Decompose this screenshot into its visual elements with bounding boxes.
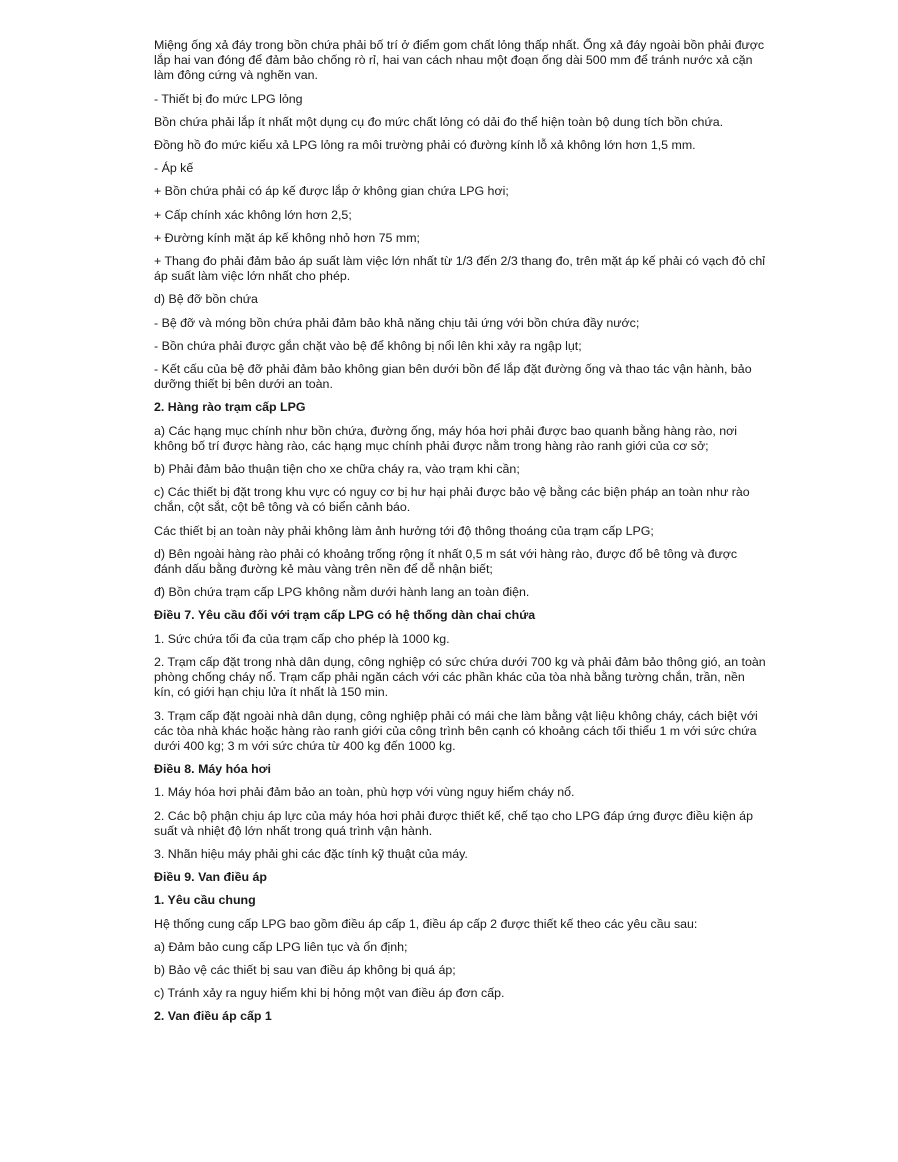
body-paragraph: a) Đảm bảo cung cấp LPG liên tục và ổn định; [154,939,408,954]
body-paragraph: + Đường kính mặt áp kế không nhỏ hơn 75 mm; [154,230,420,245]
body-paragraph: 1. Máy hóa hơi phải đảm bảo an toàn, phù hợp với vùng nguy hiểm cháy nổ. [154,785,575,800]
body-paragraph: 2. Trạm cấp đặt trong nhà dân dụng, công nghiệp có sức chứa dưới 700 kg và phải đảm bảo thông gió, an toàn phòng chống cháy nổ. Trạm cấp phải ngăn cách với các phần khác của tòa nhà bằng tường chắn, trần, nền kín, có giới hạn chịu lửa ít nhất là 150 min. [154,654,766,700]
body-paragraph: d) Bên ngoài hàng rào phải có khoảng trống rộng ít nhất 0,5 m sát với hàng rào, được đổ bê tông và được đánh dấu bằng đường kẻ màu vàng trên nền để dễ nhận biết; [154,546,738,577]
body-paragraph: b) Bảo vệ các thiết bị sau van điều áp không bị quá áp; [154,962,456,977]
section-heading: 2. Hàng rào trạm cấp LPG [154,400,306,415]
body-paragraph: - Áp kế [154,161,194,176]
body-paragraph: 1. Sức chứa tối đa của trạm cấp cho phép là 1000 kg. [154,631,450,646]
body-paragraph: + Thang đo phải đảm bảo áp suất làm việc lớn nhất từ 1/3 đến 2/3 thang đo, trên mặt áp kế phải có vạch đỏ chỉ áp suất làm việc lớn nhất cho phép. [154,254,765,284]
body-paragraph: d) Bệ đỡ bồn chứa [154,292,258,307]
section-heading: Điều 9. Van điều áp [154,870,267,885]
body-paragraph: + Cấp chính xác không lớn hơn 2,5; [154,207,352,222]
document-page [154,38,766,1033]
body-paragraph: Các thiết bị an toàn này phải không làm ảnh hưởng tới độ thông thoáng của trạm cấp LPG; [154,523,654,538]
body-paragraph: Hệ thống cung cấp LPG bao gồm điều áp cấp 1, điều áp cấp 2 được thiết kế theo các yêu cầu sau: [154,916,698,931]
body-paragraph: + Bồn chứa phải có áp kế được lắp ở không gian chứa LPG hơi; [154,184,509,199]
section-heading: 2. Van điều áp cấp 1 [154,1009,272,1024]
section-heading: Điều 8. Máy hóa hơi [154,762,271,777]
body-paragraph: c) Tránh xảy ra nguy hiểm khi bị hỏng một van điều áp đơn cấp. [154,986,505,1001]
section-heading: Điều 7. Yêu cầu đối với trạm cấp LPG có hệ thống dàn chai chứa [154,608,536,623]
body-paragraph: - Bệ đỡ và móng bồn chứa phải đảm bảo khả năng chịu tải ứng với bồn chứa đầy nước; [154,315,640,330]
body-paragraph: Miệng ống xả đáy trong bồn chứa phải bố trí ở điểm gom chất lỏng thấp nhất. Ống xả đáy ngoài bồn phải được lắp hai van đóng để đảm bảo chống rò rỉ, hai van cách nhau một đoạn ống dài 500 mm để tránh nước xả cặn làm đông cứng và nghẽn van. [154,38,765,83]
body-paragraph: a) Các hạng mục chính như bồn chứa, đường ống, máy hóa hơi phải được bao quanh bằng hàng rào, nơi không bố trí được hàng rào, các hạng mục chính phải được nằm trong hàng rào ranh giới của cơ sở; [154,423,738,453]
body-paragraph: đ) Bồn chứa trạm cấp LPG không nằm dưới hành lang an toàn điện. [154,585,530,600]
body-paragraph: 3. Nhãn hiệu máy phải ghi các đặc tính kỹ thuật của máy. [154,846,468,861]
body-paragraph: - Kết cấu của bệ đỡ phải đảm bảo không gian bên dưới bồn để lắp đặt đường ống và thao tác vận hành, bảo dưỡng thiết bị bên dưới an toàn. [154,362,752,392]
body-paragraph: - Thiết bị đo mức LPG lỏng [154,91,303,106]
body-paragraph: 2. Các bộ phận chịu áp lực của máy hóa hơi phải được thiết kế, chế tạo cho LPG đáp ứng được điều kiện áp suất và nhiệt độ lớn nhất trong quá trình vận hành. [154,808,753,838]
body-paragraph: Bồn chứa phải lắp ít nhất một dụng cụ đo mức chất lỏng có dải đo thể hiện toàn bộ dung tích bồn chứa. [154,114,724,129]
body-paragraph: c) Các thiết bị đặt trong khu vực có nguy cơ bị hư hại phải được bảo vệ bằng các biện pháp an toàn như rào chắn, cột sắt, cột bê tông và có biển cảnh báo. [154,485,750,515]
body-paragraph: 3. Trạm cấp đặt ngoài nhà dân dụng, công nghiệp phải có mái che làm bằng vật liệu không cháy, cách biệt với các tòa nhà khác hoặc hàng rào ranh giới của công trình bên cạnh có khoảng cách tối thiểu 1 m với sức chứa dưới 400 kg; 3 m với sức chứa từ 400 kg đến 1000 kg. [154,708,758,753]
body-paragraph: Đồng hồ đo mức kiểu xả LPG lỏng ra môi trường phải có đường kính lỗ xả không lớn hơn 1,5 mm. [154,138,696,153]
body-paragraph: - Bồn chứa phải được gắn chặt vào bệ để không bị nổi lên khi xảy ra ngập lụt; [154,338,582,353]
section-heading: 1. Yêu cầu chung [154,893,256,908]
body-paragraph: b) Phải đảm bảo thuận tiện cho xe chữa cháy ra, vào trạm khi cần; [154,462,520,477]
